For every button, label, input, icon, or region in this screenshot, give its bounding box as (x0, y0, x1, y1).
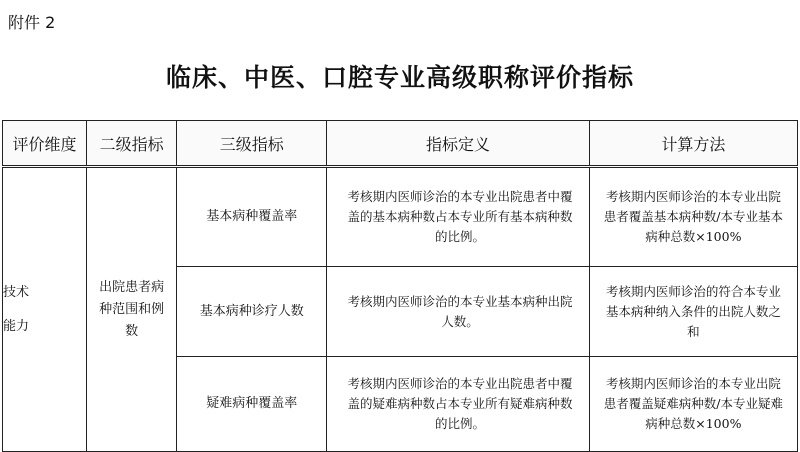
dimension-cell (3, 167, 87, 452)
evaluation-table (2, 120, 798, 452)
calculation-cell: 考核期内医师诊治的本专业出院患者覆盖基本病种数/本专业基本病种总数×100% (589, 167, 797, 267)
attachment-label: 附件 2 (8, 13, 56, 32)
level3-cell: 基本病种诊疗人数 (177, 267, 327, 357)
definition-cell: 考核期内医师诊治的本专业出院患者中覆盖的基本病种数占本专业所有基本病种数的比例。 (327, 167, 589, 267)
header-calculation: 计算方法 (589, 121, 797, 167)
level2-cell: 出院患者病种范围和例数 (87, 167, 177, 452)
header-dimension: 评价维度 (3, 121, 87, 167)
level3-cell: 基本病种覆盖率 (177, 167, 327, 267)
calculation-cell: 考核期内医师诊治的本专业出院患者覆盖疑难病种数/本专业疑难病种总数×100% (589, 357, 797, 452)
header-level2: 二级指标 (87, 121, 177, 167)
header-definition: 指标定义 (327, 121, 589, 167)
header-level3: 三级指标 (177, 121, 327, 167)
dimension-line-1: 技术 (3, 284, 30, 300)
calculation-cell: 考核期内医师诊治的符合本专业基本病种纳入条件的出院人数之和 (589, 267, 797, 357)
level3-cell: 疑难病种覆盖率 (177, 357, 327, 452)
page-title: 临床、中医、口腔专业高级职称评价指标 (165, 63, 634, 92)
definition-cell: 考核期内医师诊治的本专业出院患者中覆盖的疑难病种数占本专业所有疑难病种数的比例。 (327, 357, 589, 452)
definition-cell: 考核期内医师诊治的本专业基本病种出院人数。 (327, 267, 589, 357)
dimension-line-2: 能力 (3, 318, 30, 334)
table-header-row (3, 121, 798, 167)
table-row (3, 167, 798, 267)
